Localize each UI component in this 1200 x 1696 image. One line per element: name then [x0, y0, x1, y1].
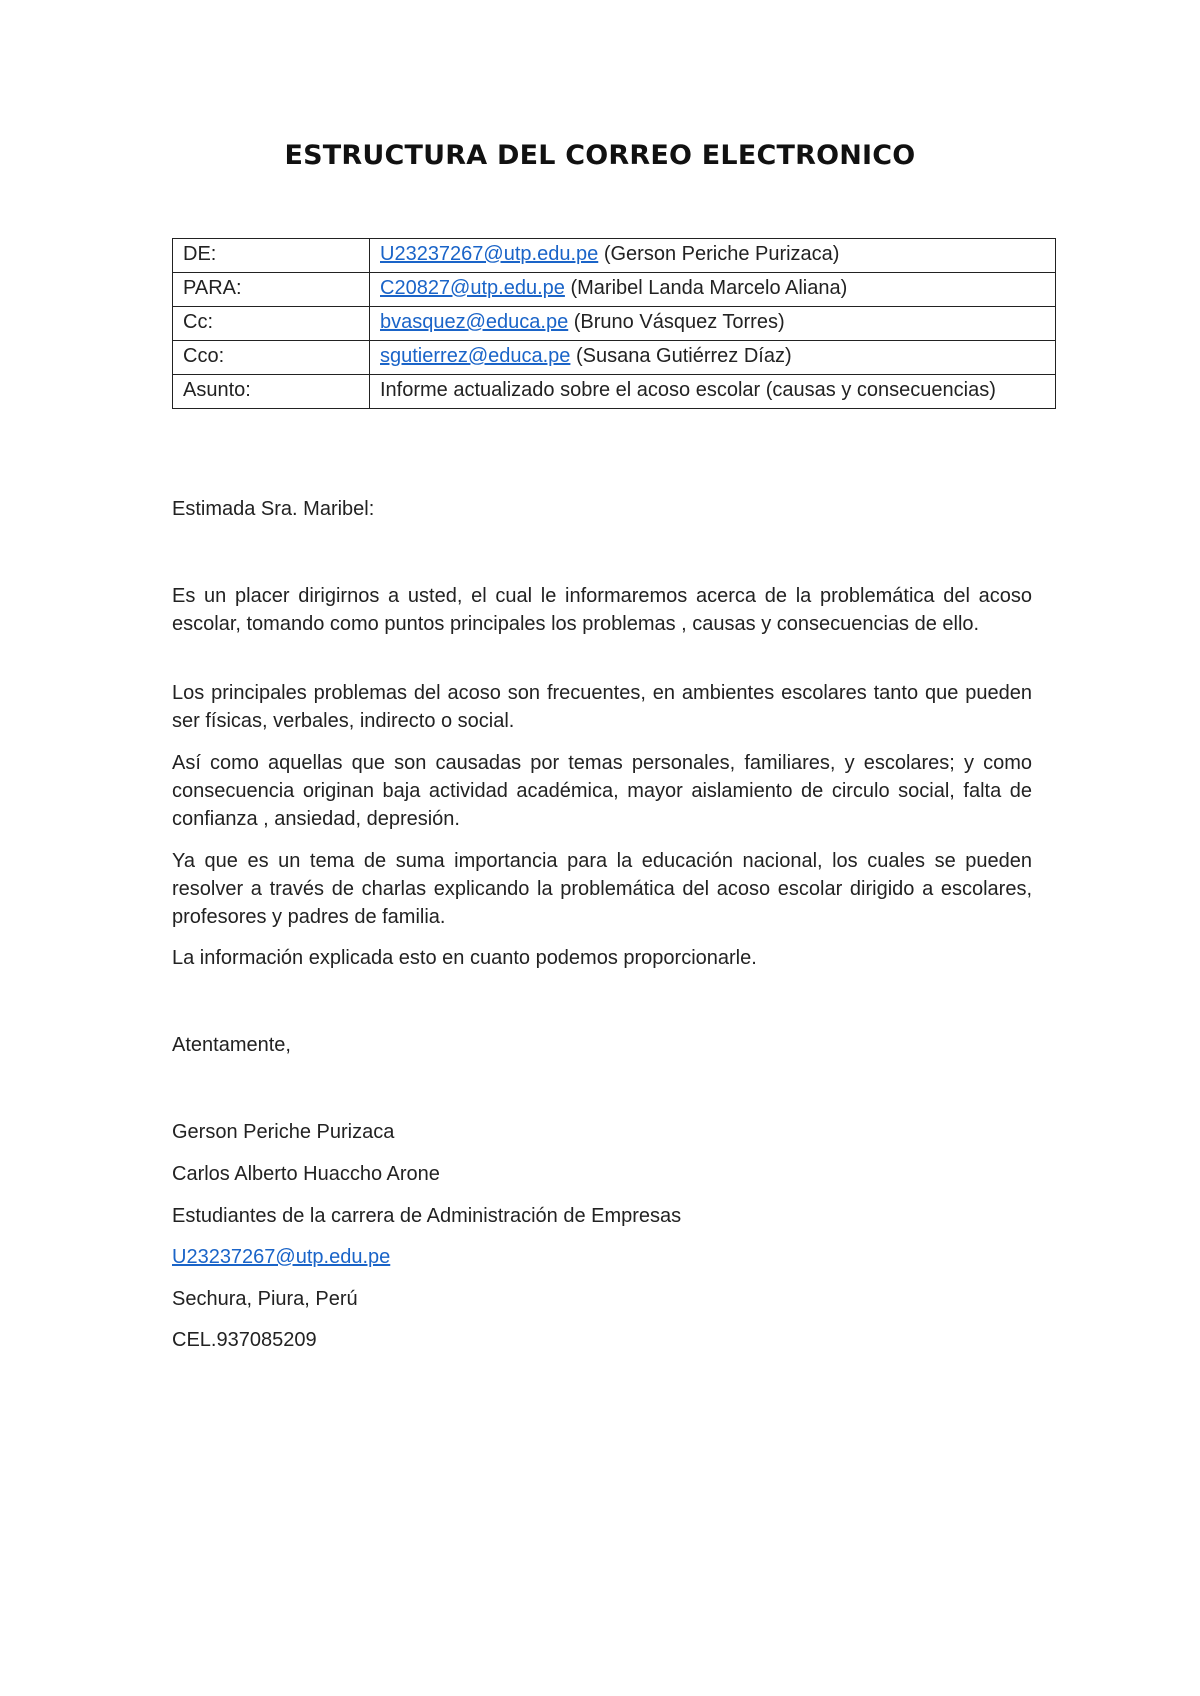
cc-label: Cc: [173, 307, 370, 341]
letter-closing: Atentamente, [172, 1034, 291, 1056]
table-row-to [173, 273, 1056, 307]
signature-email-line [172, 1243, 390, 1271]
table-row-from [173, 239, 1056, 273]
letter-paragraph-3: Así como aquellas que son causadas por temas personales, familiares, y escolares; y como consecuencia originan baja actividad académica, mayor aislamiento de circulo social, falta de confianza , ansiedad, depresión. [172, 752, 1032, 830]
document-title: ESTRUCTURA DEL CORREO ELECTRONICO [284, 140, 916, 171]
letter-paragraph-4: Ya que es un tema de suma importancia para la educación nacional, los cuales se pueden resolver a través de charlas explicando la problemática del acoso escolar dirigido a escolares, profesores y padres de familia. [172, 850, 1032, 928]
cc-email-link[interactable]: bvasquez@educa.pe [380, 311, 569, 333]
bcc-value [370, 341, 1056, 375]
signature-location: Sechura, Piura, Perú [172, 1288, 358, 1310]
bcc-email-link[interactable]: sgutierrez@educa.pe [380, 345, 571, 367]
letter-greeting: Estimada Sra. Maribel: [172, 498, 375, 520]
email-header-table [172, 238, 1056, 409]
bcc-label: Cco: [173, 341, 370, 375]
table-row-cc [173, 307, 1056, 341]
from-name: (Gerson Periche Purizaca) [598, 243, 840, 265]
to-label: PARA: [173, 273, 370, 307]
letter-paragraph-2: Los principales problemas del acoso son frecuentes, en ambientes escolares tanto que pueden ser físicas, verbales, indirecto o social. [172, 682, 1032, 732]
table-row-subject [173, 375, 1056, 409]
signature-email-link[interactable]: U23237267@utp.edu.pe [172, 1246, 391, 1268]
signature-phone: CEL.937085209 [172, 1329, 317, 1351]
table-row-bcc [173, 341, 1056, 375]
signature-role: Estudiantes de la carrera de Administración de Empresas [172, 1205, 682, 1227]
cc-name: (Bruno Vásquez Torres) [568, 311, 785, 333]
subject-value: Informe actualizado sobre el acoso escolar (causas y consecuencias) [370, 375, 1056, 409]
letter-paragraph-5: La información explicada esto en cuanto podemos proporcionarle. [172, 947, 757, 969]
bcc-name: (Susana Gutiérrez Díaz) [570, 345, 792, 367]
from-email-link[interactable]: U23237267@utp.edu.pe [380, 243, 599, 265]
subject-label: Asunto: [173, 375, 370, 409]
to-email-link[interactable]: C20827@utp.edu.pe [380, 277, 565, 299]
signature-name-2: Carlos Alberto Huaccho Arone [172, 1163, 440, 1185]
from-value [370, 239, 1056, 273]
cc-value [370, 307, 1056, 341]
to-name: (Maribel Landa Marcelo Aliana) [564, 277, 848, 299]
signature-name-1: Gerson Periche Purizaca [172, 1121, 395, 1143]
to-value [370, 273, 1056, 307]
letter-paragraph-1: Es un placer dirigirnos a usted, el cual le informaremos acerca de la problemática del acoso escolar, tomando como puntos principales los problemas , causas y consecuencias de ello. [172, 585, 1032, 635]
from-label: DE: [173, 239, 370, 273]
